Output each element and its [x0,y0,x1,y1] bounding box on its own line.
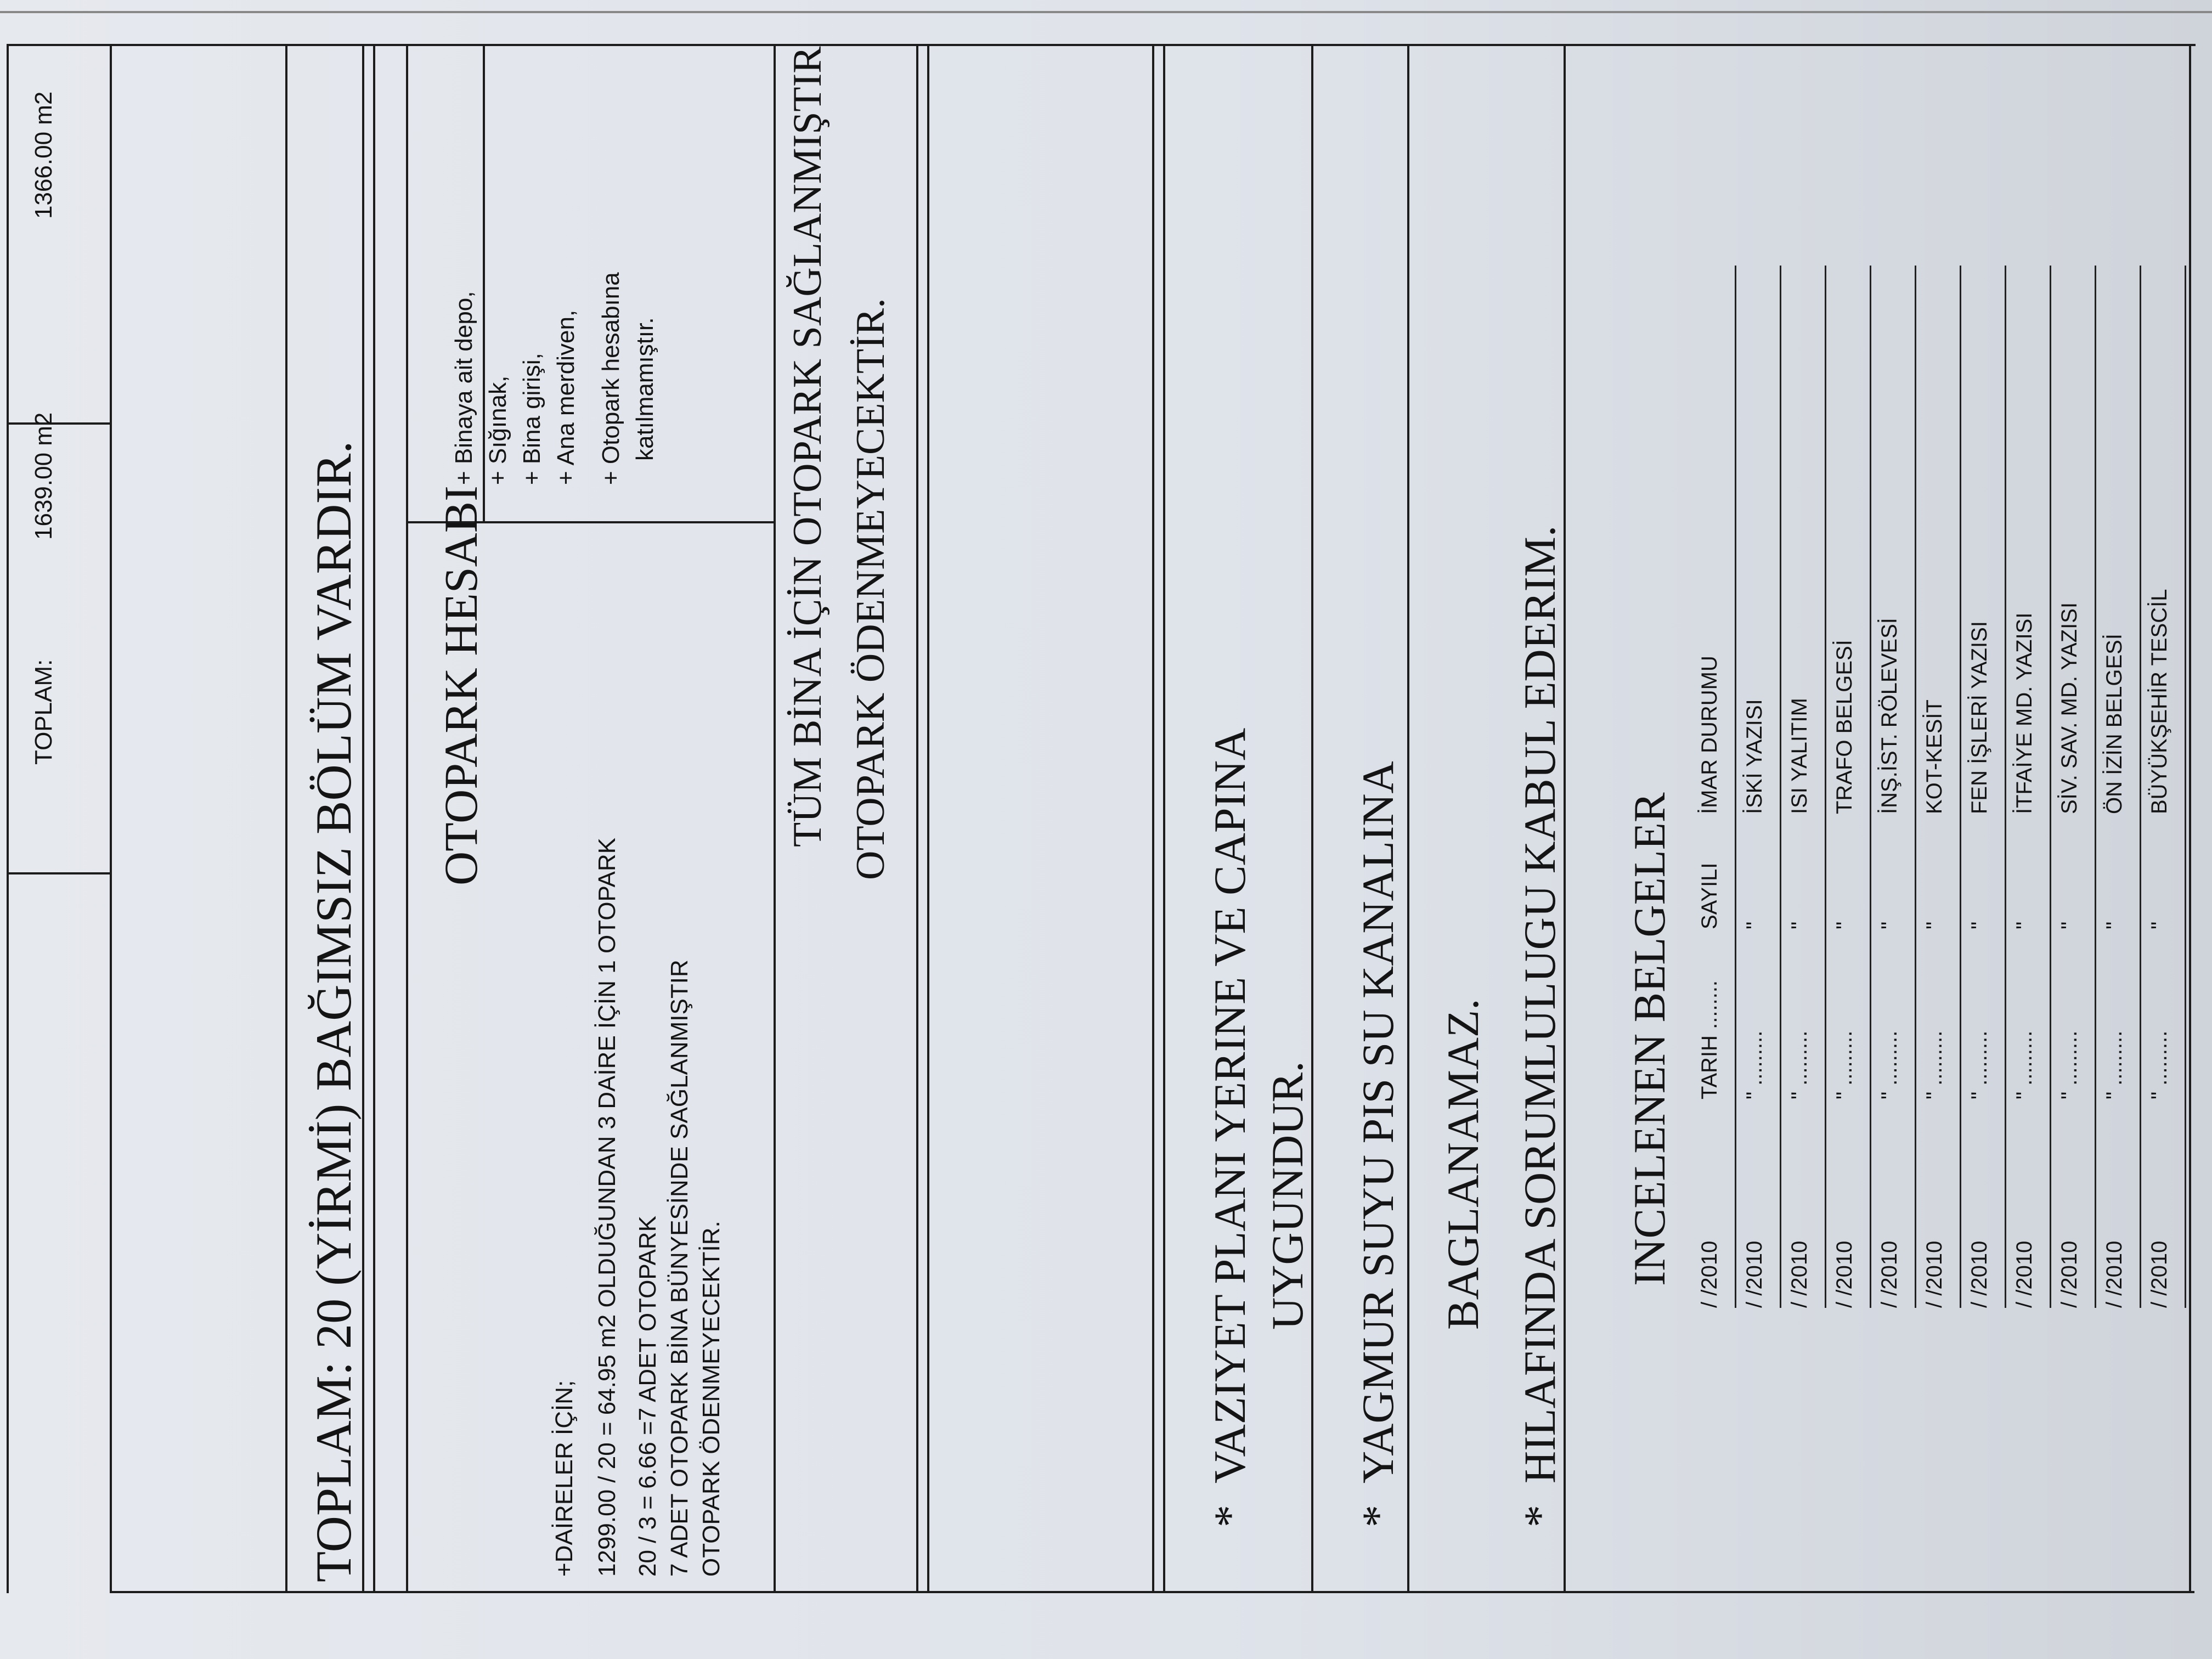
belge-name: KOT-KESİT [1922,699,1946,814]
belge-date: / /2010 [1742,1240,1767,1308]
belge-name: TRAFO BELGESİ [1832,640,1857,814]
belge-tarih: " ......... [2057,1030,2081,1099]
belge-name: SİV. SAV. MD. YAZISI [2057,602,2081,814]
belge-row-rule [2005,266,2006,1308]
belge-name: ISI YALITIM [1787,698,1812,814]
belge-date: / /2010 [1877,1240,1901,1308]
belge-row-rule [2140,266,2141,1308]
header-rule-bottom [110,46,112,1593]
statements-rule [1152,46,1154,1593]
belge-sayili: " [1877,921,1901,929]
title-band-left [285,1591,2194,1593]
note-3: + Bina girişi, [518,353,545,485]
belge-date: / /2010 [2147,1240,2171,1308]
document-title: TOPLAM: 20 (YİRMİ) BAĞIMSIZ BÖLÜM VARDIR. [306,441,362,1582]
otopark-calc [549,838,727,1577]
belge-sayili: " [1967,921,1991,929]
belge-sayili: " [1787,921,1812,929]
note-1: + Binaya ait depo, [450,291,477,485]
statements-rule-2 [1163,46,1165,1593]
calc-line-2: 1299.00 / 20 = 64.95 m2 OLDUĞUNDAN 3 DAİRE İÇİN 1 OTOPARK [594,837,620,1577]
belge-sayili: " [1742,921,1767,929]
belge-sayili: " [1832,921,1857,929]
belge-date: / /2010 [2012,1240,2036,1308]
header-divider-2 [7,422,111,425]
belge-sayili: " [2147,921,2171,929]
belge-tarih: " ......... [1832,1030,1857,1099]
frame-bottom [2189,44,2191,1593]
belge-tarih: " ......... [2102,1030,2126,1099]
belge-sayili: SAYILI [1697,862,1722,929]
otopark-notes [447,272,662,485]
otopark-summary-2: OTOPARK ÖDENMEYECEKTİR. [848,298,893,880]
belge-tarih: " ......... [1967,1030,1991,1099]
note-2: + Sığınak, [484,375,511,485]
belge-date: / /2010 [1922,1240,1946,1308]
statement-3: YAGMUR SUYU PIS SU KANALINA [1353,761,1403,1483]
header-area-2: 1366.00 m2 [30,91,57,219]
title-rule [285,46,287,1593]
belge-row-rule [2185,266,2186,1308]
statements-rule-3 [1311,46,1313,1593]
header-rule-top [7,46,9,1593]
belge-row-rule [1735,266,1736,1308]
belge-sayili: " [2057,921,2081,929]
belge-date: / /2010 [1832,1240,1857,1308]
note-5: + Otopark hesabına [597,272,624,485]
belge-name: İSKİ YAZISI [1742,699,1767,814]
belge-row-rule [1915,266,1916,1308]
calc-line-5: OTOPARK ÖDENMEYECEKTİR. [698,1221,725,1577]
belge-date: / /2010 [1697,1240,1722,1308]
summary-rule-3 [927,46,929,1593]
belge-tarih: " ......... [2147,1030,2171,1099]
summary-rule-2 [916,46,918,1593]
statement-4: BAGLANAMAZ. [1438,998,1488,1330]
belge-row-rule [2095,266,2096,1308]
belge-row-rule [1825,266,1826,1308]
header-divider-1 [7,872,111,874]
statement-5: HILAFINDA SORUMLULUGU KABUL EDERIM. [1515,525,1565,1483]
page-edge [0,11,2212,13]
belge-date: / /2010 [2102,1240,2126,1308]
statement-3-bullet: * [1353,1505,1403,1527]
statement-5-bullet: * [1515,1505,1565,1527]
belge-date: / /2010 [1967,1240,1991,1308]
belge-sayili: " [2102,921,2126,929]
belge-name: BÜYÜKŞEHİR TESCİL [2147,589,2171,814]
belge-row-rule [2050,266,2051,1308]
belge-date: / /2010 [2057,1240,2081,1308]
belge-date: / /2010 [1787,1240,1812,1308]
belge-name: FEN İŞLERİ YAZISI [1967,621,1991,814]
header-area-1: 1639.00 m2 [30,412,57,540]
belge-sayili: " [1922,921,1946,929]
belgeler-heading: INCELENEN BELGELER [1624,792,1674,1286]
belge-name: İTFAİYE MD. YAZISI [2012,612,2036,814]
calc-line-4: 7 ADET OTOPARK BİNA BÜNYESİNDE SAĞLANMIŞTIR [666,960,693,1577]
belge-row-rule [1960,266,1961,1308]
title-rule-3 [373,46,375,1593]
calc-line-1: +DAİRELER İÇİN; [551,1380,578,1577]
note-4: + Ana merdiven, [552,309,579,485]
belge-tarih: " ......... [1877,1030,1901,1099]
belge-name: İMAR DURUMU [1697,656,1722,814]
belge-tarih: " ......... [1787,1030,1812,1099]
belge-tarih: TARIH ........ [1697,980,1722,1099]
otopark-rule [406,46,408,1593]
calc-line-3: 20 / 3 = 6.66 =7 ADET OTOPARK [634,1216,661,1577]
belge-row-rule [1870,266,1871,1308]
summary-rule [774,46,776,1593]
otopark-summary-1: TÜM BİNA İÇİN OTOPARK SAĞLANMIŞTIR [785,46,830,847]
frame-right [7,44,2196,46]
belge-name: İNŞ.İST. RÖLEVESİ [1877,618,1901,814]
belge-tarih: " ......... [1922,1030,1946,1099]
belge-tarih: " ......... [2012,1030,2036,1099]
belge-tarih: " ......... [1742,1030,1767,1099]
statement-1: VAZIYET PLANI YERINE VE CAPINA [1205,727,1255,1483]
belge-row-rule [1780,266,1781,1308]
statement-1-bullet: * [1205,1505,1255,1527]
otopark-heading: OTOPARK HESABI [435,486,487,885]
belge-sayili: " [2012,921,2036,929]
statement-2: UYGUNDUR. [1262,1061,1312,1330]
belge-name: ÖN İZİN BELGESİ [2102,634,2126,814]
note-6: katılmamıştır. [631,317,658,461]
header-toplam-label: TOPLAM: [30,659,57,765]
statements-rule-4 [1407,46,1409,1593]
